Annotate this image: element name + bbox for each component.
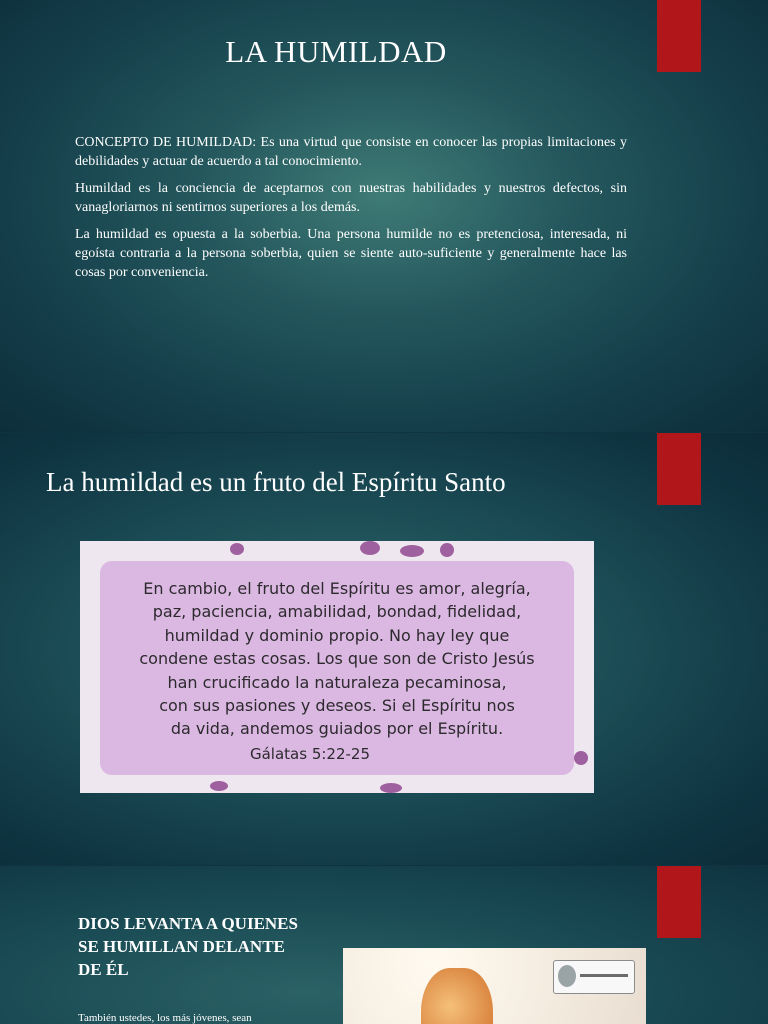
verse-line: da vida, andemos guiados por el Espíritu.: [170, 719, 504, 739]
slide-dios-levanta: [0, 866, 768, 1024]
slide-body-text: También ustedes, los más jóvenes, sean: [78, 1012, 252, 1024]
verse-box: [100, 561, 574, 775]
paragraph-soberbia: La humildad es opuesta a la soberbia. Una persona humilde no es pretenciosa, interesada, ni egoísta contraria a la persona soberbia, quien se siente auto-suficiente y generalmente hace las cosas por conveniencia.: [75, 227, 627, 280]
slide-heading: DIOS LEVANTA A QUIENES SE HUMILLAN DELANTE DE ÉL: [78, 914, 298, 979]
flower-decoration: [574, 751, 588, 765]
flower-decoration: [230, 543, 244, 555]
logo-mark: [558, 965, 576, 987]
flower-decoration: [210, 781, 228, 791]
logo-icon: [553, 960, 635, 994]
verse-reference: Gálatas 5:22-25: [249, 745, 370, 763]
flower-decoration: [440, 543, 454, 557]
flower-decoration: [400, 545, 424, 557]
slide-body: [75, 133, 627, 290]
paragraph-concepto: CONCEPTO DE HUMILDAD: Es una virtud que consiste en conocer las propias limitaciones y debilidades y actuar de acuerdo a tal conocimiento.: [75, 135, 627, 169]
slide-la-humildad: [0, 0, 768, 432]
slide-title: La humildad es un fruto del Espíritu Santo: [46, 467, 506, 497]
verse-line: paz, paciencia, amabilidad, bondad, fidelidad,: [152, 602, 522, 622]
paragraph-conciencia: Humildad es la conciencia de aceptarnos con nuestras habilidades y nuestros defectos, sin vanagloriarnos ni sentirnos superiores a los demás.: [75, 181, 627, 215]
photo-image: [343, 948, 646, 1024]
person-image: [421, 968, 493, 1024]
slide-fruto-espiritu: [0, 433, 768, 865]
verse-line: En cambio, el fruto del Espíritu es amor, alegría,: [143, 579, 531, 598]
verse-text: [100, 577, 574, 741]
flower-decoration: [360, 541, 380, 555]
verse-line: con sus pasiones y deseos. Si el Espíritu nos: [159, 696, 515, 716]
slide-title: LA HUMILDAD: [225, 34, 447, 69]
verse-image: [80, 541, 594, 793]
verse-line: condene estas cosas. Los que son de Cristo Jesús: [139, 649, 535, 669]
accent-bar: [657, 866, 701, 938]
verse-line: humildad y dominio propio. No hay ley que: [164, 625, 510, 645]
verse-line: han crucificado la naturaleza pecaminosa,: [167, 672, 507, 692]
flower-decoration: [380, 783, 402, 793]
accent-bar: [657, 433, 701, 505]
logo-text-line: [580, 974, 628, 977]
